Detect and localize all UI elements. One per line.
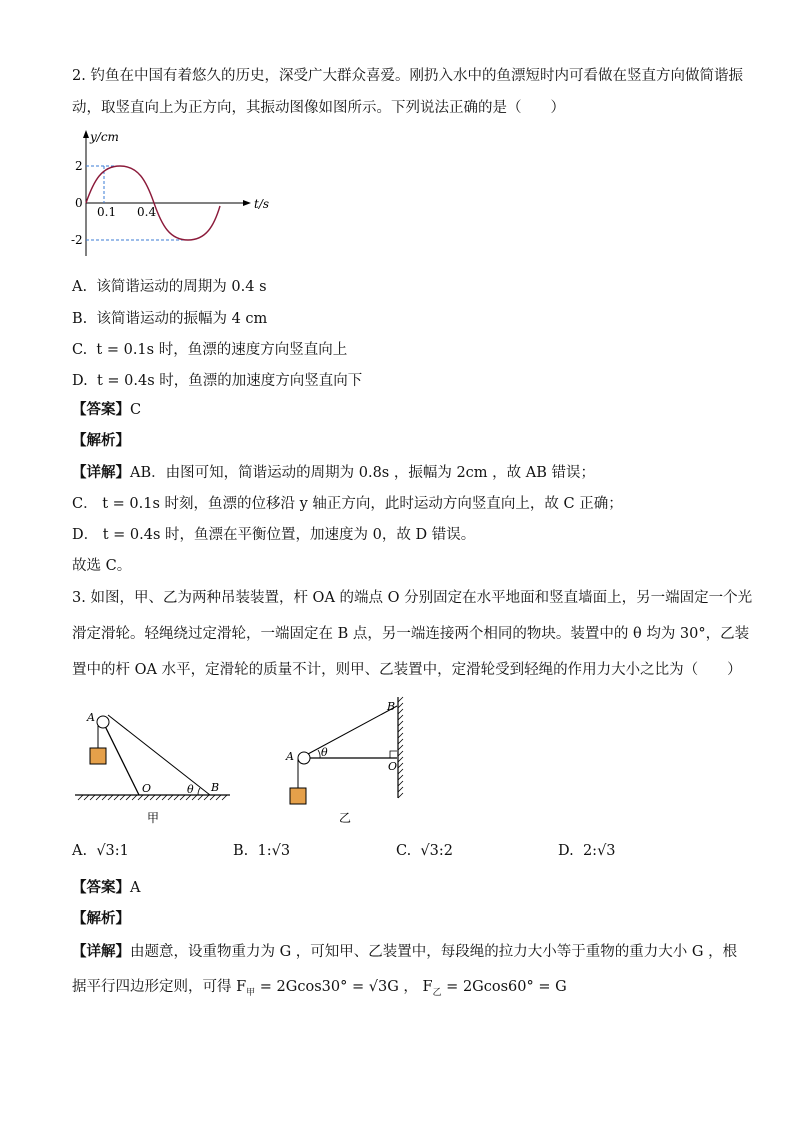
q2-graph-y-label: y/cm: [90, 130, 119, 144]
q2-option-d-text: t = 0.4s 时，鱼漂的加速度方向竖直向下: [96, 373, 363, 389]
q3-option-c-letter: C.: [396, 843, 412, 859]
q3-option-c-right: :2: [438, 843, 453, 859]
q3-stem-line2: 滑定滑轮。轻绳绕过定滑轮，一端固定在 B 点，另一端连接两个相同的物块。装置中的 θ 均为 30°，乙装: [72, 626, 750, 642]
q2-vibration-graph: [70, 128, 270, 263]
q3-detail-line1: [72, 942, 737, 962]
q2-detail-line2: C． t = 0.1s 时刻，鱼漂的位移沿 y 轴正方向，此时运动方向竖直向上，故 C 正确；: [72, 496, 623, 512]
q2-analysis-heading: [72, 431, 130, 451]
jia-label-b: B: [211, 781, 220, 794]
q3-detail-line2-b: = 2Gcos30° = √3G ， F: [255, 979, 433, 995]
q3-option-c: [396, 843, 453, 859]
q3-detail-text1: 由题意，设重物重力为 G ，可知甲、乙装置中，每段绳的拉力大小等于重物的重力大小 G ，根: [130, 944, 738, 960]
jia-rope-ab: [108, 715, 210, 795]
q2-conclusion: 故选 C。: [72, 558, 132, 574]
yi-block: [290, 788, 306, 804]
yi-label-o: O: [388, 760, 398, 773]
jia-caption: 甲: [147, 811, 160, 825]
jia-theta-arc: [198, 788, 200, 795]
q3-option-a-left: √3: [96, 843, 115, 859]
q2-graph-x-arrow: [243, 200, 251, 206]
q2-stem-line1: 2. 钓鱼在中国有着悠久的历史，深受广大群众喜爱。刚扔入水中的鱼漂短时内可看做在竖直方向做简谐振: [72, 68, 743, 84]
yi-label-a: A: [286, 750, 294, 763]
jia-rod-oa: [103, 722, 139, 795]
q2-detail-tag: 【详解】: [72, 464, 130, 481]
q2-graph-tick-0: 0: [75, 196, 83, 210]
q3-detail-sub-jia: 甲: [246, 987, 256, 998]
yi-theta-arc: [318, 750, 320, 758]
q2-option-b: [72, 307, 267, 328]
q2-graph-tick-neg2: -2: [71, 233, 83, 247]
q3-option-b-letter: B.: [233, 843, 249, 859]
q2-graph-tick-2: 2: [75, 159, 83, 173]
q3-figure-jia: [70, 700, 240, 828]
q2-graph-y-arrow: [83, 130, 89, 138]
jia-label-theta: θ: [187, 783, 194, 796]
q3-option-a: [72, 843, 129, 859]
q2-option-a: [72, 275, 267, 296]
q3-option-d: [558, 843, 616, 859]
q3-analysis-tag: 【解析】: [72, 910, 130, 927]
q3-detail-line2: [72, 977, 567, 1003]
yi-label-b: B: [387, 700, 396, 713]
q2-option-c: [72, 338, 347, 359]
q3-option-d-letter: D.: [558, 843, 574, 859]
q2-answer: [72, 400, 141, 420]
q2-analysis-tag: 【解析】: [72, 432, 130, 449]
q3-option-c-left: √3: [420, 843, 439, 859]
q3-answer-value: A: [130, 880, 141, 896]
q3-detail-sub-yi: 乙: [432, 987, 442, 998]
q3-answer: [72, 878, 140, 898]
q2-option-c-text: t = 0.1s 时，鱼漂的速度方向竖直向上: [96, 342, 348, 358]
q2-answer-tag: 【答案】: [72, 401, 130, 418]
q3-analysis-heading: [72, 909, 130, 929]
yi-right-angle: [390, 751, 397, 758]
jia-label-o: O: [142, 782, 152, 795]
q3-option-a-right: :1: [114, 843, 129, 859]
yi-caption: 乙: [339, 811, 352, 825]
q2-option-a-text: 该简谐运动的周期为 0.4 s: [96, 279, 267, 295]
q2-detail-text1: AB．由图可知，简谐运动的周期为 0.8s ，振幅为 2cm ，故 AB 错误；: [130, 465, 596, 481]
q3-option-b: [233, 843, 290, 859]
q3-detail-tag: 【详解】: [72, 943, 130, 960]
yi-label-theta: θ: [321, 746, 328, 759]
q2-stem-line2: 动，取竖直向上为正方向，其振动图像如图所示。下列说法正确的是（ ）: [72, 100, 565, 116]
q3-detail-line2-a: 据平行四边形定则，可得 F: [72, 979, 247, 995]
q2-option-d: [72, 369, 362, 390]
q3-option-b-left: 1:: [257, 843, 272, 859]
q3-figure-yi: [280, 692, 420, 828]
q3-stem-line1: 3. 如图，甲、乙为两种吊装装置，杆 OA 的端点 O 分别固定在水平地面和竖直墙面上，另一端固定一个光: [72, 590, 753, 606]
yi-wall-hatch: [398, 697, 403, 798]
q2-option-a-letter: A.: [72, 279, 88, 295]
jia-block: [90, 748, 106, 764]
q3-option-d-left: 2:: [582, 843, 598, 859]
q3-detail-line2-c: = 2Gcos60° = G: [441, 979, 567, 995]
q2-detail-line3: D． t = 0.4s 时，鱼漂在平衡位置，加速度为 0，故 D 错误。: [72, 527, 476, 543]
jia-ground-hatch: [78, 795, 227, 800]
q2-option-c-letter: C.: [72, 342, 88, 358]
q2-detail-line1: [72, 463, 595, 483]
q3-stem-line3: 置中的杆 OA 水平，定滑轮的质量不计，则甲、乙装置中，定滑轮受到轻绳的作用力大小之比为（ ）: [72, 662, 742, 678]
q3-option-a-letter: A.: [72, 843, 88, 859]
q3-option-d-right: √3: [597, 843, 616, 859]
q2-graph-x-label: t/s: [254, 197, 270, 211]
jia-label-a: A: [87, 711, 95, 724]
q3-answer-tag: 【答案】: [72, 879, 130, 896]
q2-option-b-text: 该简谐运动的振幅为 4 cm: [96, 311, 268, 327]
yi-pulley: [298, 752, 310, 764]
q3-option-b-right: √3: [271, 843, 291, 859]
q2-graph-tick-01: 0.1: [97, 205, 117, 219]
q2-answer-value: C: [130, 402, 142, 418]
jia-pulley: [97, 716, 109, 728]
q2-option-d-letter: D.: [72, 373, 88, 389]
q2-option-b-letter: B.: [72, 311, 88, 327]
q2-graph-tick-04: 0.4: [137, 205, 157, 219]
